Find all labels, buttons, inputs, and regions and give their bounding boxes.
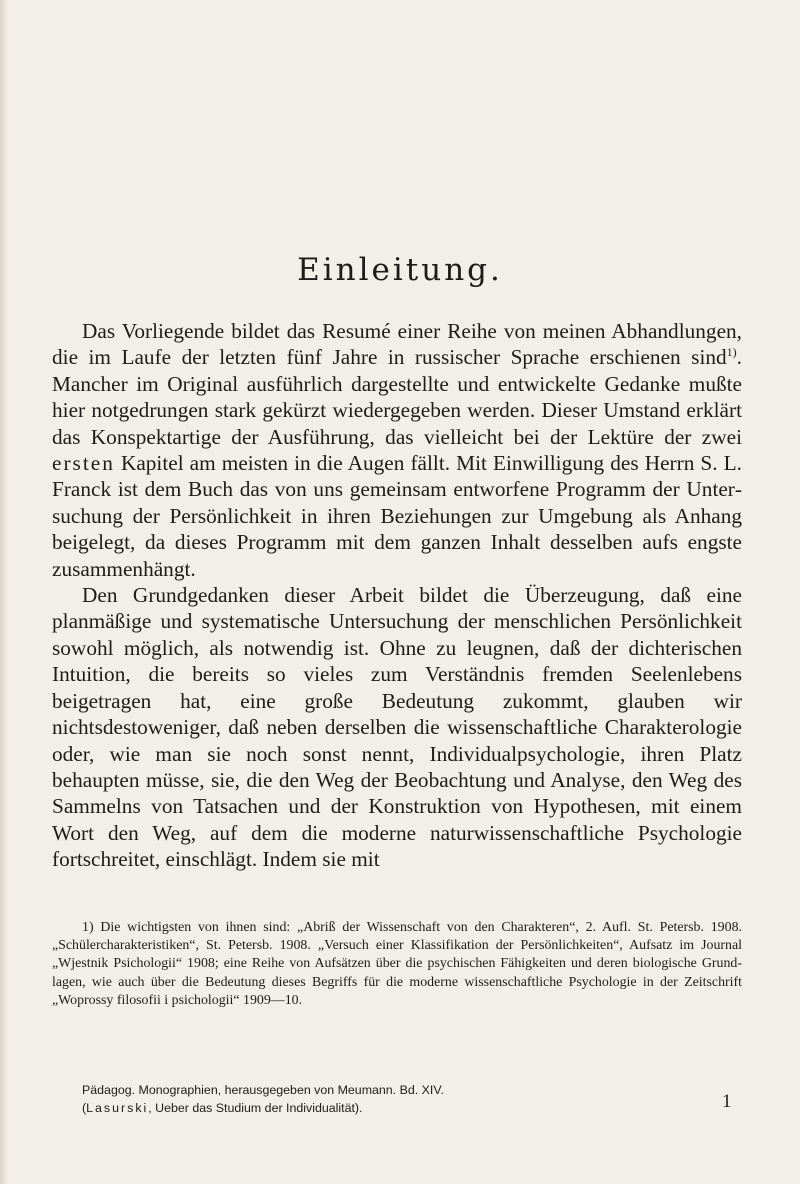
- page-number: 1: [722, 1091, 732, 1112]
- imprint-paren-open: (: [82, 1101, 87, 1115]
- main-text: [52, 318, 742, 873]
- footnote: 1) Die wichtigsten von ihnen sind: „Abriß der Wissenschaft von den Charakteren“, 2. Aufl. St. Petersb. 1908. „Schülercharakteristiken“, St. Petersb. 1908. „Versuch einer Klassifikation der Persönlichkeiten“, Aufsatz im Journal „Wjestnik Psichologii“ 1908; eine Reihe von Aufsätzen über die psychischen Fähigkeiten und deren biologische Grundlagen, wie auch über die Bedeutung dieses Begriffs für die moderne wissenschaftliche Psychologie in der Zeitschrift „Woprossy filosofii i psichologii“ 1909—10.: [52, 920, 742, 1008]
- paragraph-1-part-b: . Mancher im Original ausführlich dargestellte und entwickelte Gedanke mußte hier notgedrungen stark gekürzt wiedergegeben werden. Dieser Umstand erklärt das Konspektartige der Ausführung, das vielleicht bei der Lektüre der zwei: [52, 345, 742, 449]
- paragraph-1-part-a: Das Vorliegende bildet das Resumé einer Reihe von meinen Abhandlungen, die im Laufe der letzten fünf Jahre in russischer Sprache erschienen sind: [52, 319, 742, 370]
- imprint: [82, 1081, 682, 1117]
- imprint-author: Lasurski: [86, 1101, 149, 1115]
- page-gutter-shadow: [0, 0, 8, 1184]
- footnote-reference: 1): [726, 345, 737, 360]
- imprint-series: Pädagog. Monographien, herausgegeben von Meumann. Bd. XIV.: [82, 1083, 444, 1097]
- imprint-title: [82, 1099, 682, 1117]
- paragraph-1-emphasis: ersten: [52, 451, 115, 476]
- imprint-work-title: , Ueber das Studium der Individualität).: [148, 1101, 363, 1115]
- chapter-heading: Einleitung.: [297, 252, 503, 288]
- paragraph-1-part-c: Kapitel am meisten in die Augen fällt. Mit Einwilligung des Herrn S. L. Franck ist dem Buch das von uns gemeinsam entworfene Programm der Untersuchung der Persönlichkeit in ihren Beziehungen zur Umgebung als Anhang beigelegt, da dieses Programm mit dem ganzen Inhalt desselben aufs engste zusammenhängt.: [52, 451, 743, 581]
- paragraph-2: Den Grundgedanken dieser Arbeit bildet die Überzeugung, daß eine planmäßige und systematische Untersuchung der menschlichen Persönlichkeit sowohl möglich, als notwendig ist. Ohne zu leugnen, daß der dichterischen Intuition, die bereits so vieles zum Verständnis fremden Seelenlebens beigetragen hat, eine große Bedeutung zukommt, glauben wir nichtsdestoweniger, daß neben derselben die wissenschaftliche Charakterologie oder, wie man sie noch sonst nennt, Individualpsychologie, ihren Platz behaupten müsse, sie, die den Weg der Beobachtung und Analyse, den Weg des Sammelns von Tatsachen und der Konstruktion von Hypothesen, mit einem Wort den Weg, auf dem die moderne naturwissenschaftliche Psychologie fortschreitet, einschlägt. Indem sie mit: [52, 583, 742, 872]
- paragraph-1: [52, 318, 742, 582]
